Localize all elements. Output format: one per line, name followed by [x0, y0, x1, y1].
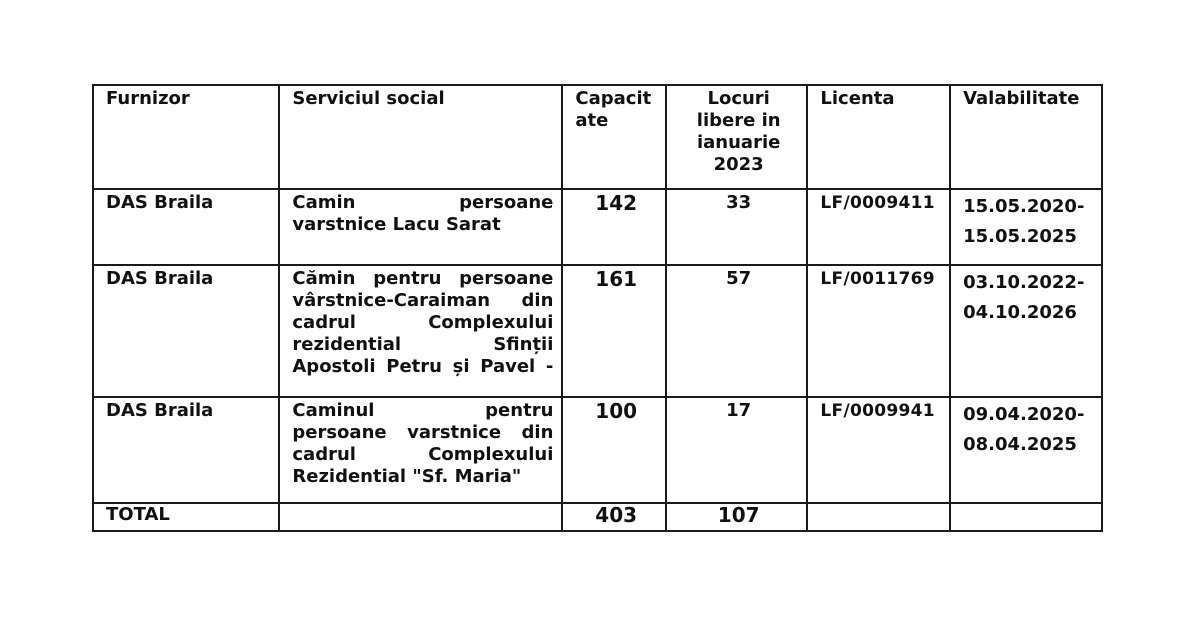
serviciu-line: Rezidential "Sf. Maria" — [292, 466, 522, 487]
serviciu-line: vârstnice-Caraiman din — [292, 290, 554, 311]
cell-total-empty — [279, 503, 562, 531]
serviciu-line: cadrul Complexului — [292, 312, 554, 333]
header-capacitate-line-1: Capacit — [575, 88, 652, 109]
serviciu-line: rezidential Sfinții — [292, 334, 554, 355]
total-locuri-value: 107 — [717, 503, 760, 527]
cell-total-empty — [807, 503, 950, 531]
serviciu-line: Camin persoane — [292, 192, 554, 213]
cell-locuri — [666, 397, 808, 503]
furnizor-text: DAS Braila — [106, 268, 214, 289]
header-furnizor-text: Furnizor — [106, 88, 190, 109]
cell-locuri — [666, 189, 808, 265]
header-locuri-line-1: Locuri — [707, 88, 770, 109]
locuri-value: 33 — [726, 192, 752, 213]
table-row — [93, 265, 1102, 397]
table-row — [93, 397, 1102, 503]
serviciu-line: Caminul pentru — [292, 400, 554, 421]
header-locuri-line-3: ianuarie — [696, 132, 781, 153]
cell-furnizor — [93, 265, 279, 397]
capacitate-value: 161 — [595, 267, 638, 291]
cell-locuri — [666, 265, 808, 397]
valab-end: 15.05.2025 — [963, 226, 1077, 247]
cell-serviciu — [279, 189, 562, 265]
total-label: TOTAL — [106, 504, 170, 525]
valab-start: 03.10.2022- — [963, 272, 1085, 293]
header-licenta-text: Licenta — [820, 88, 895, 109]
header-serviciu — [279, 85, 562, 189]
header-licenta — [807, 85, 950, 189]
header-furnizor — [93, 85, 279, 189]
cell-licenta — [807, 265, 950, 397]
cell-furnizor — [93, 397, 279, 503]
serviciu-line: persoane varstnice din — [292, 422, 554, 443]
header-locuri-line-2: libere in — [696, 110, 781, 131]
header-capacitate — [562, 85, 666, 189]
valab-start: 09.04.2020- — [963, 404, 1085, 425]
licenta-value: LF/0009411 — [820, 193, 935, 213]
cell-total-locuri — [666, 503, 808, 531]
locuri-value: 57 — [726, 268, 752, 289]
licenta-value: LF/0009941 — [820, 401, 935, 421]
serviciu-line: Cămin pentru persoane — [292, 268, 554, 289]
cell-licenta — [807, 189, 950, 265]
header-locuri-line-4: 2023 — [713, 154, 764, 175]
capacitate-value: 142 — [595, 191, 638, 215]
cell-capacitate — [562, 397, 666, 503]
table-header-row — [93, 85, 1102, 189]
table-row — [93, 189, 1102, 265]
cell-licenta — [807, 397, 950, 503]
cell-total-empty — [950, 503, 1102, 531]
cell-total-capacitate — [562, 503, 666, 531]
valab-end: 04.10.2026 — [963, 302, 1077, 323]
cell-furnizor — [93, 189, 279, 265]
cell-capacitate — [562, 189, 666, 265]
cell-total-label — [93, 503, 279, 531]
cell-serviciu — [279, 265, 562, 397]
serviciu-line: Apostoli Petru și Pavel - — [292, 356, 554, 377]
furnizor-text: DAS Braila — [106, 400, 214, 421]
licenta-value: LF/0011769 — [820, 269, 935, 289]
header-valabilitate — [950, 85, 1102, 189]
valab-end: 08.04.2025 — [963, 434, 1077, 455]
cell-capacitate — [562, 265, 666, 397]
capacitate-value: 100 — [595, 399, 638, 423]
serviciu-line: varstnice Lacu Sarat — [292, 214, 501, 235]
cell-valabilitate — [950, 265, 1102, 397]
header-locuri — [666, 85, 808, 189]
locuri-value: 17 — [726, 400, 752, 421]
total-row — [93, 503, 1102, 531]
header-capacitate-line-2: ate — [575, 110, 609, 131]
header-serviciu-text: Serviciul social — [292, 88, 445, 109]
cell-serviciu — [279, 397, 562, 503]
header-valabilitate-text: Valabilitate — [963, 88, 1080, 109]
valab-start: 15.05.2020- — [963, 196, 1085, 217]
total-capacitate-value: 403 — [595, 503, 638, 527]
furnizor-text: DAS Braila — [106, 192, 214, 213]
license-table — [92, 84, 1103, 532]
cell-valabilitate — [950, 397, 1102, 503]
serviciu-line: cadrul Complexului — [292, 444, 554, 465]
cell-valabilitate — [950, 189, 1102, 265]
